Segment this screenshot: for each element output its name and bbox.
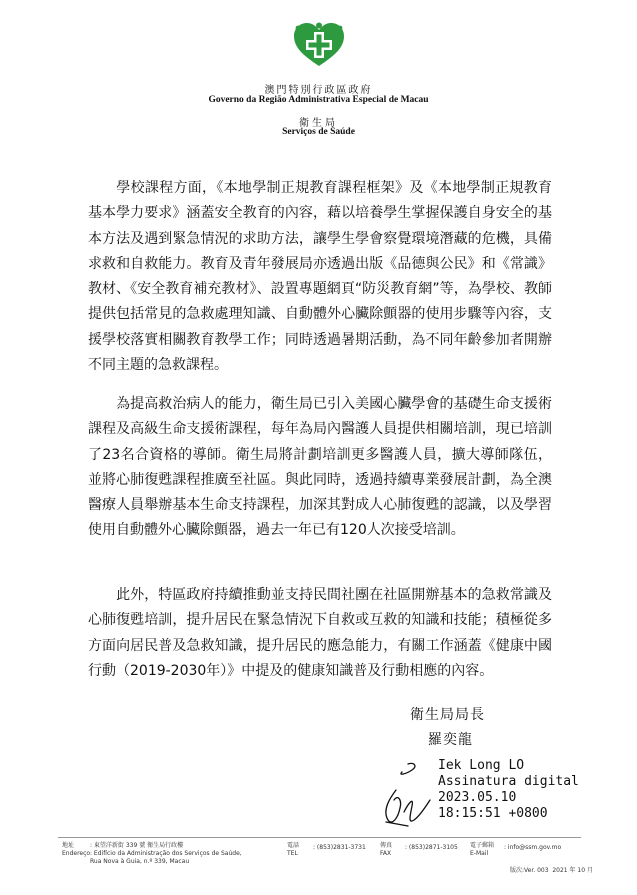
government-name-pt: Governo da Região Administrativa Especial de Macau (208, 95, 429, 105)
paragraph-school-curriculum (88, 176, 552, 378)
digital-signer: Iek Long LO (438, 758, 525, 773)
digital-signature-label: Assinatura digital (438, 774, 579, 789)
paragraph-training (88, 392, 552, 544)
department-name-pt: Serviços de Saúde (282, 127, 355, 137)
digital-signature-date: 2023.05.10 (438, 790, 517, 805)
department-name-zh: 衛生局 (299, 118, 338, 129)
footer-address: : 東望洋新街 339 號 衛生局行政樓 : Edifício da Administração dos Serviços de Saúde, Rua Nova à Guia, n.º 339, Macau (90, 842, 242, 865)
signatory-name: 羅奕龍 (428, 732, 473, 748)
paragraph-community (88, 583, 552, 684)
footer-fax: : (853)2871-3105 (405, 844, 458, 851)
paragraph-text: 此外，特區政府持續推動並支持民間社團在社區開辦基本的急救常識及心肺復甦培訓，提升居民在緊急情況下自救或互救的知識和技能；積極從多方面向居民普及急救知識，提升居民的應急能力，有關工作涵蓋《健康中國行動（2019-2030年）》中提及的健康知識普及行動相應的內容。 (88, 587, 552, 679)
footer-email-label: 電子郵箱 E-Mail (470, 842, 495, 857)
footer-version: 版次:Ver. 003 2021 年 10 月 (510, 867, 593, 874)
health-bureau-logo-icon (292, 22, 346, 68)
footer-divider (58, 837, 581, 838)
paragraph-text: 為提高救治病人的能力，衛生局已引入美國心臟學會的基礎生命支援術課程及高級生命支援術課程，每年為局內醫護人員提供相關培訓，現已培訓了23名合資格的導師。衛生局將計劃培訓更多醫護人員，擴大導師隊伍，並將心肺復甦課程推廣至社區。與此同時，透過持續專業發展計劃，為全澳醫療人員舉辦基本生命支持課程，加深其對成人心肺復甦的認識，以及學習使用自動體外心臟除顫器，過去一年已有120人次接受培訓。 (88, 396, 552, 539)
digital-signature-block (438, 758, 579, 822)
government-name-zh: 澳門特別行政區政府 (264, 85, 373, 96)
handwritten-signature-icon (368, 760, 448, 830)
footer-address-label: 地址 Endereço (62, 842, 91, 857)
digital-signature-time: 18:15:51 +0800 (438, 806, 548, 821)
paragraph-text: 學校課程方面，《本地學制正規教育課程框架》及《本地學制正規教育基本學力要求》涵蓋安全教育的內容，藉以培養學生掌握保護自身安全的基本方法及遇到緊急情況的求助方法，讓學生學會察覺環境潛藏的危機，具備求救和自救能力。教育及青年發展局亦透過出版《品德與公民》和《常識》教材、《安全教育補充教材》、設置專題網頁“防災教育網”等，為學校、教師提供包括常見的急救處理知識、自動體外心臟除顫器的使用步驟等內容，支援學校落實相關教育教學工作；同時透過暑期活動，為不同年齡參加者開辦不同主題的急救課程。 (88, 180, 552, 374)
footer-fax-label: 傳真 FAX (380, 842, 393, 857)
signatory-title: 衛生局局長 (410, 707, 485, 723)
footer-tel-label: 電話 TEL (287, 842, 300, 857)
footer-tel: : (853)2831-3731 (313, 844, 366, 851)
footer-email: : info@ssm.gov.mo (504, 844, 562, 851)
